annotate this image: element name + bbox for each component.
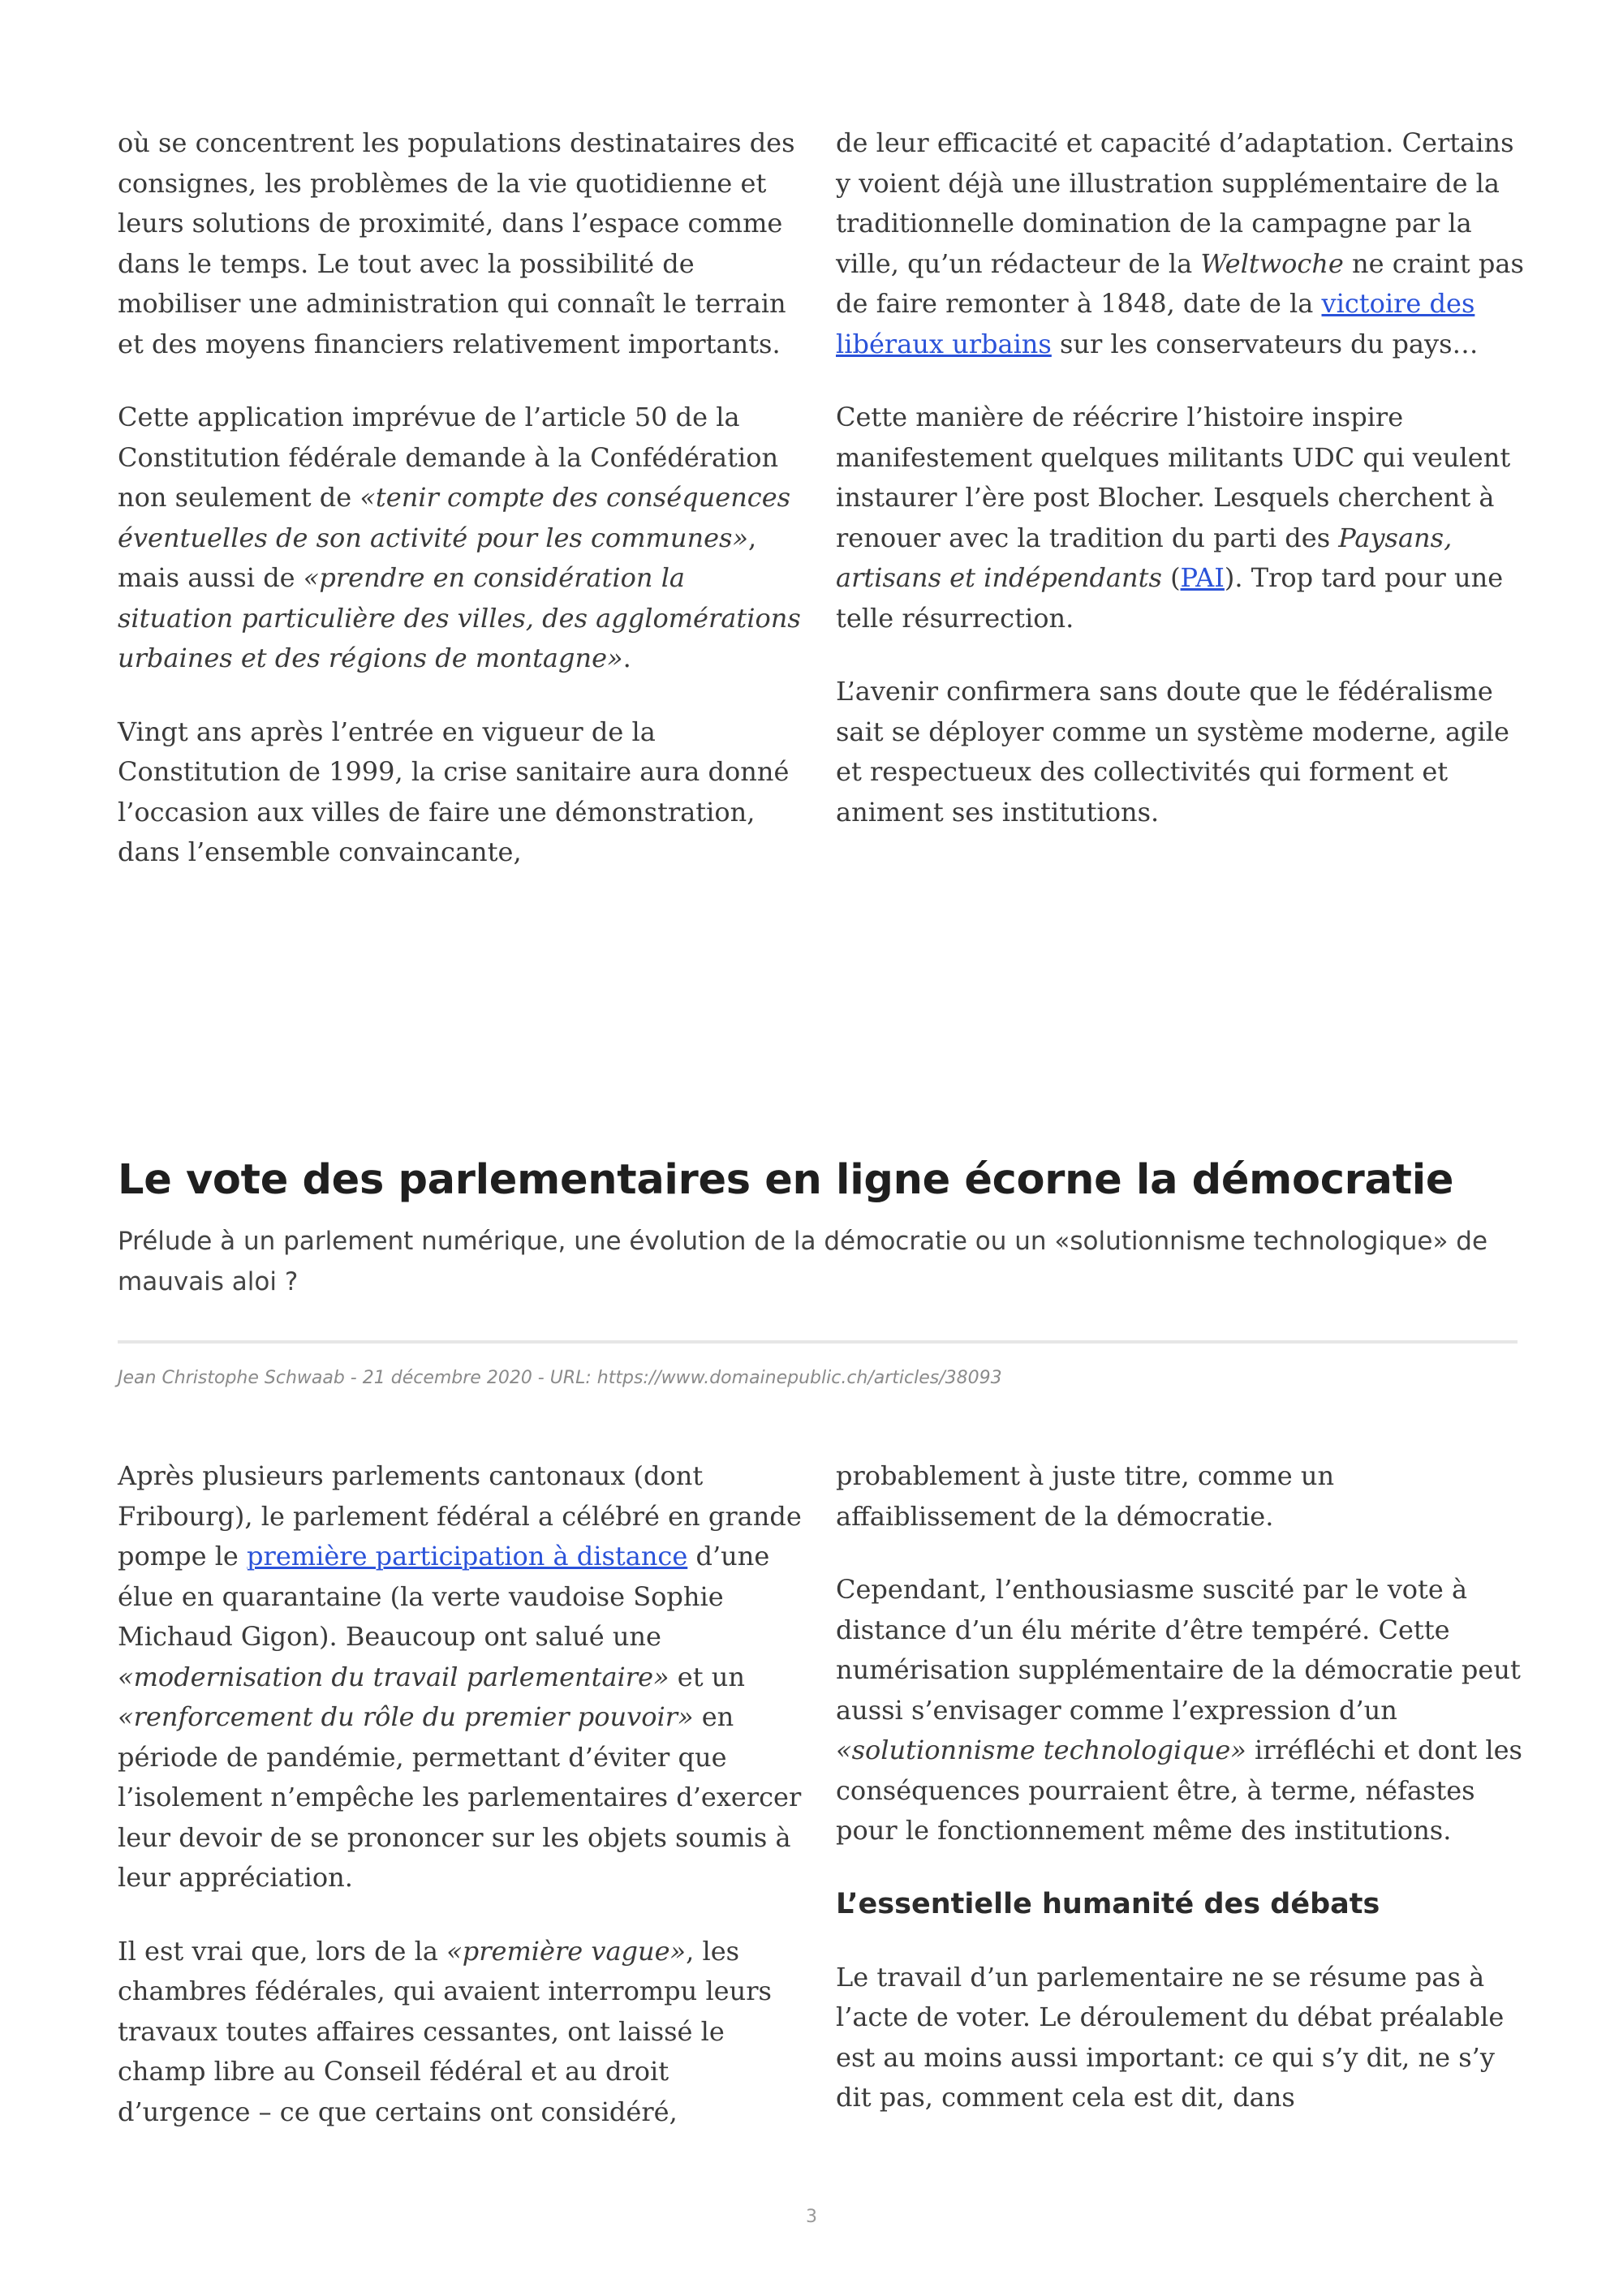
article2-left-column (118, 1456, 807, 2132)
paragraph: Vingt ans après l’entrée en vigueur de la Constitution de 1999, la crise sanitaire aura donné l’occasion aux villes de faire une démonstration, dans l’ensemble convaincante, (118, 716, 790, 867)
quote: «modernisation du travail parlementaire» (118, 1661, 669, 1692)
paragraph: probablement à juste titre, comme un affaiblissement de la démocratie. (836, 1460, 1335, 1532)
divider (118, 1340, 1518, 1344)
article1-right-column (836, 123, 1526, 832)
quote: «première vague» (446, 1935, 687, 1967)
section-subheading: L’essentielle humanité des débats (836, 1887, 1380, 1920)
paragraph: Cependant, l’enthousiasme suscité par le vote à distance d’un élu mérite d’être tempéré. Cette numérisation supplémentaire de la démocratie peut aussi s’envisager comme l’expression d’un «solutionnisme technologique» irréfléchi et dont les conséquences pourraient être, à terme, néfastes pour le fonctionnement même des institutions. (836, 1574, 1522, 1846)
paragraph: où se concentrent les populations destinataires des consignes, les problèmes de la vie quotidienne et leurs solutions de proximité, dans l’espace comme dans le temps. Le tout avec la possibilité de mobiliser une administration qui connaît le terrain et des moyens financiers relativement importants. (118, 127, 795, 359)
quote: «renforcement du rôle du premier pouvoir» (118, 1701, 694, 1732)
article2-right-column (836, 1456, 1526, 2118)
paragraph: Cette application imprévue de l’article 50 de la Constitution fédérale demande à la Confédération non seulement de «tenir compte des conséquences éventuelles de son activité pour les communes», mais aussi de «prendre en considération la situation particulière des villes, des agglomérations urbaines et des régions de montagne». (118, 402, 801, 673)
paragraph: Après plusieurs parlements cantonaux (dont Fribourg), le parlement fédéral a célébré en grande pompe le première participation à distance d’une élue en quarantaine (la verte vaudoise Sophie Michaud Gigon). Beaucoup ont salué une «modernisation du travail parlementaire» et un «renforcement du rôle du premier pouvoir» en période de pandémie, permettant d’éviter que l’isolement n’empêche les parlementaires d’exercer leur devoir de se prononcer sur les objets soumis à leur appréciation. (118, 1460, 802, 1893)
article-title: Le vote des parlementaires en ligne écorne la démocratie (118, 1156, 1454, 1204)
article-meta: Jean Christophe Schwaab - 21 décembre 2020 - URL: https://www.domainepublic.ch/articles/38093 (118, 1368, 1002, 1388)
publication-name: Weltwoche (1200, 247, 1344, 279)
page-number: 3 (806, 2207, 817, 2227)
article-lead: Prélude à un parlement numérique, une évolution de la démocratie ou un «solutionnisme technologique» de mauvais aloi ? (118, 1227, 1488, 1296)
quote: «prendre en considération la situation particulière des villes, des agglomérations urbaines et des régions de montagne» (118, 562, 801, 673)
link-pai[interactable]: PAI (1180, 562, 1225, 593)
paragraph: Le travail d’un parlementaire ne se résume pas à l’acte de voter. Le déroulement du débat préalable est au moins aussi important: ce qui s’y dit, ne s’y dit pas, comment cela est dit, dans (836, 1961, 1505, 2113)
quote: «solutionnisme technologique» (836, 1735, 1246, 1765)
paragraph: de leur efficacité et capacité d’adaptation. Certains y voient déjà une illustration supplémentaire de la traditionnelle domination de la campagne par la ville, qu’un rédacteur de la Weltwoche ne craint pas de faire remonter à 1848, date de la victoire des libéraux urbains sur les conservateurs du pays… (836, 127, 1524, 359)
paragraph: Cette manière de réécrire l’histoire inspire manifestement quelques militants UDC qui veulent instaurer l’ère post Blocher. Lesquels cherchent à renouer avec la tradition du parti des Paysans, artisans et indépendants (PAI). Trop tard pour une telle résurrection. (836, 402, 1511, 634)
link-premiere-participation[interactable]: première participation à distance (247, 1541, 688, 1572)
link-victoire-liberaux[interactable]: victoire des libéraux urbains (836, 288, 1475, 359)
article1-left-column (118, 123, 807, 873)
quote: «tenir compte des conséquences éventuelles de son activité pour les communes» (118, 482, 791, 553)
paragraph: Il est vrai que, lors de la «première vague», les chambres fédérales, qui avaient interrompu leurs travaux toutes affaires cessantes, ont laissé le champ libre au Conseil fédéral et au droit d’urgence – ce que certains ont considéré, (118, 1935, 772, 2127)
party-name: Paysans, artisans et indépendants (836, 522, 1453, 593)
paragraph: L’avenir confirmera sans doute que le fédéralisme sait se déployer comme un système moderne, agile et respectueux des collectivités qui forment et animent ses institutions. (836, 676, 1509, 828)
